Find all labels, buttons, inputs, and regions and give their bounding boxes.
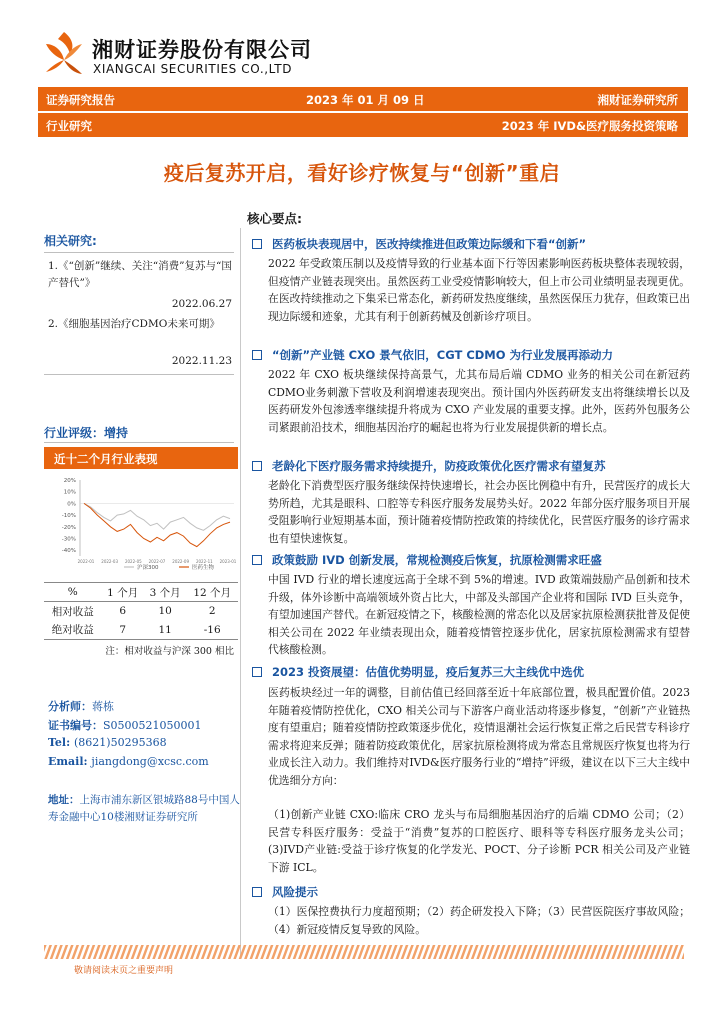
section-title-5 [252,664,690,680]
table-cell: 11 [144,621,186,640]
company-name-cn: 湘财证券股份有限公司 [92,38,312,62]
performance-chart [44,474,238,574]
related-date-1: 2022.06.27 [171,298,232,310]
company-name-en: XIANGCAI SECURITIES CO.,LTD [93,62,293,76]
tel-label: Tel: [48,736,71,749]
checkbox-icon [252,667,262,677]
section-para-2: 2022 年 CXO 板块继续保持高景气，尤其布局后端 CDMO 业务的相关公司在新冠药CDMO业务刺激下营收及利润增速表现突出。预计国内外医药研发支出将继续增长以及医药研发外包渗透率继续提升将成为 CXO 产业发展的重要支撑。此外，医药外包服务公司紧跟前沿技术，细胞基因治疗的崛起也将为行业发展提供新的增长点。 [268,368,690,434]
checkbox-icon [252,461,262,471]
y-tick-label: -30% [61,536,76,543]
x-tick-label: 2022-05 [124,559,142,564]
analyst-label: 分析师： [48,700,92,713]
x-tick-label: 2022-09 [172,559,190,564]
x-tick-label: 2022-11 [195,559,213,564]
table-cell: 6 [119,605,127,618]
y-tick-label: -10% [61,513,76,520]
table-header-row [44,583,238,602]
checkbox-icon [252,555,262,565]
section-para-3: 老龄化下消费型医疗服务继续保持快速增长，社会办医比例稳中有升，民营医疗的成长大势所趋，尤其是眼科、口腔等专科医疗服务发展势头好。2022 年部分医疗服务项目开展受阻影响行业短期基本面，预计随着疫情防控政策的持续优化，民营医疗服务的诊疗需求也有望快速恢复。 [268,479,690,545]
related-date-2: 2022.11.23 [171,355,232,367]
email-label: Email: [48,755,88,768]
cert-label: 证书编号： [48,719,103,732]
checkbox-icon [252,350,262,360]
legend-label: 医药生物 [192,565,215,571]
section-title-6 [252,884,690,900]
section-title-3 [252,458,690,474]
y-tick-label: 10% [63,489,76,496]
y-tick-label: 20% [63,478,76,484]
table-cell: 2 [208,605,216,618]
header-band-top [38,87,688,111]
section-para-5b: （1)创新产业链 CXO:临床 CRO 龙头与布局细胞基因治疗的后端 CDMO 公司；（2）民营专科医疗服务：受益于“消费”复苏的口腔医疗、眼科等专科医疗服务龙头公司；(3)IVD产业链:受益于诊疗恢复的化学发光、POCT、分子诊断 PCR 相关公司及产业链下游 ICL。 [268,808,690,874]
checkbox-icon [252,239,262,249]
related-item-1[interactable]: 1.《“创新”继续、关注“消费”复苏与“国产替代”》 [48,260,232,289]
chart-title: 近十二个月行业表现 [54,452,158,466]
y-tick-label: -40% [61,548,76,555]
address-text: 上海市浦东新区银城路88号中国人寿金融中心10楼湘财证券研究所 [48,794,240,823]
table-header-cell: 12 个月 [186,583,238,602]
section-title-1 [252,236,690,252]
header-band-bottom [38,113,688,137]
institute-name: 湘财证券研究所 [597,93,678,107]
company-logo-icon [42,30,86,76]
tel [48,736,167,749]
related-research-title: 相关研究: [44,234,97,248]
section-title-text: 政策鼓励 IVD 创新发展，常规检测疫后恢复，抗原检测需求旺盛 [272,553,602,567]
section-title-text: 风险提示 [272,885,318,899]
cert-number: S0500521050001 [103,719,202,732]
address-label: 地址： [48,794,80,806]
section-title-text: 医药板块表现居中，医改持续推进但政策边际缓和下看“创新” [272,237,587,251]
footer-stripes [44,945,684,959]
column-divider [240,228,241,958]
section-title-2 [252,347,690,363]
cert [48,717,202,733]
y-tick-label: 0% [67,501,76,508]
analyst [48,698,114,714]
footer-note: 敬请阅读末页之重要声明 [74,966,174,976]
series-line-2 [84,503,230,546]
table-header-cell: 1 个月 [101,583,143,602]
report-series: 2023 年 IVD&医疗服务投资策略 [501,119,678,133]
report-type: 证券研究报告 [46,93,115,107]
table-header-cell: % [44,583,101,602]
address [48,792,240,826]
report-date: 2023 年 01 月 09 日 [306,93,425,107]
checkbox-icon [252,887,262,897]
section-para-4: 中国 IVD 行业的增长速度远高于全球不到 5%的增速。IVD 政策端鼓励产品创新和技术升级，体外诊断中高端领域外资占比大，中部及头部国产企业将和国际 IVD 巨头竞争，有望加速国产替代。在新冠疫情之下，核酸检测的常态化以及居家抗原检测获批普及促使相关公司在 2022 年业绩表现出众，随着疫情管控逐步优化，居家抗原检测需求有望替代核酸检测。 [268,573,690,656]
section-para-1: 2022 年受政策压制以及疫情导致的行业基本面下行等因素影响医药板块整体表现较弱，但疫情产业链表现突出。虽然医药工业受疫情影响较大，但上市公司业绩明显表现更优。在医改持续推动之下集采已常态化，新药研发热度继续，虽然医保压力犹存，但政策已出现边际缓和迹象，尤其有利于创新药械及创新诊疗项目。 [268,257,690,323]
related-item-2[interactable]: 2.《细胞基因治疗CDMO未来可期》 [48,318,220,330]
table-row [44,621,238,640]
divider [44,374,234,375]
section-title-text: “创新”产业链 CXO 景气依旧，CGT CDMO 为行业发展再添动力 [272,348,614,362]
performance-table [44,582,238,640]
section-title-4 [252,552,690,568]
x-tick-label: 2022-03 [101,559,119,564]
section-para-5: 医药板块经过一年的调整，目前估值已经回落至近十年底部位置，极具配置价值。2023 年随着疫情防控优化，CXO 相关公司与下游客户商业活动将逐步修复，“创新”产业链热度有望重启；随着疫情防控政策逐步优化，疫情退潮社会运行恢复正常之后民营专科诊疗需求将迎来反弹；随着防疫政策优化，居家抗原检测将成为常态且常规医疗恢复也将为行业成长注入动力。我们维持对IVD&医疗服务行业的“增持”评级，建议在以下三大主线中优选细分方向： [268,686,690,787]
x-tick-label: 2022-07 [148,559,166,564]
email [48,755,209,768]
divider [44,252,234,253]
table-row [44,602,238,621]
table-header-cell: 3 个月 [144,583,186,602]
industry-rating: 行业评级：增持 [44,426,129,440]
page-title: 疫后复苏开启，看好诊疗恢复与“创新”重启 [163,161,561,185]
x-tick-label: 2022-01 [77,559,95,564]
table-note: 注：相对收益与沪深 300 相比 [105,646,234,657]
email-address[interactable]: jiangdong@xcsc.com [91,755,209,768]
table-cell: 绝对收益 [44,621,101,640]
key-points-label: 核心要点: [247,211,302,226]
table-cell: 相对收益 [51,605,94,618]
legend-label: 沪深300 [137,565,159,571]
series-line-1 [84,503,230,530]
y-tick-label: -20% [61,524,76,531]
analyst-name: 蒋栋 [92,700,114,713]
tel-number: (8621)50295368 [74,736,167,749]
section-para-6: （1）医保控费执行力度超预期；（2）药企研发投入下降；（3）民营医院医疗事故风险；（4）新冠疫情反复导致的风险。 [268,905,690,936]
table-cell: -16 [186,621,238,640]
table-cell: 7 [101,621,143,640]
table-cell: 10 [158,605,172,618]
x-tick-label: 2023-01 [219,559,237,564]
report-category: 行业研究 [46,119,92,133]
divider [44,442,234,443]
section-title-text: 老龄化下医疗服务需求持续提升，防疫政策优化医疗需求有望复苏 [272,459,606,473]
section-title-text: 2023 投资展望：估值优势明显，疫后复苏三大主线优中选优 [272,665,585,679]
